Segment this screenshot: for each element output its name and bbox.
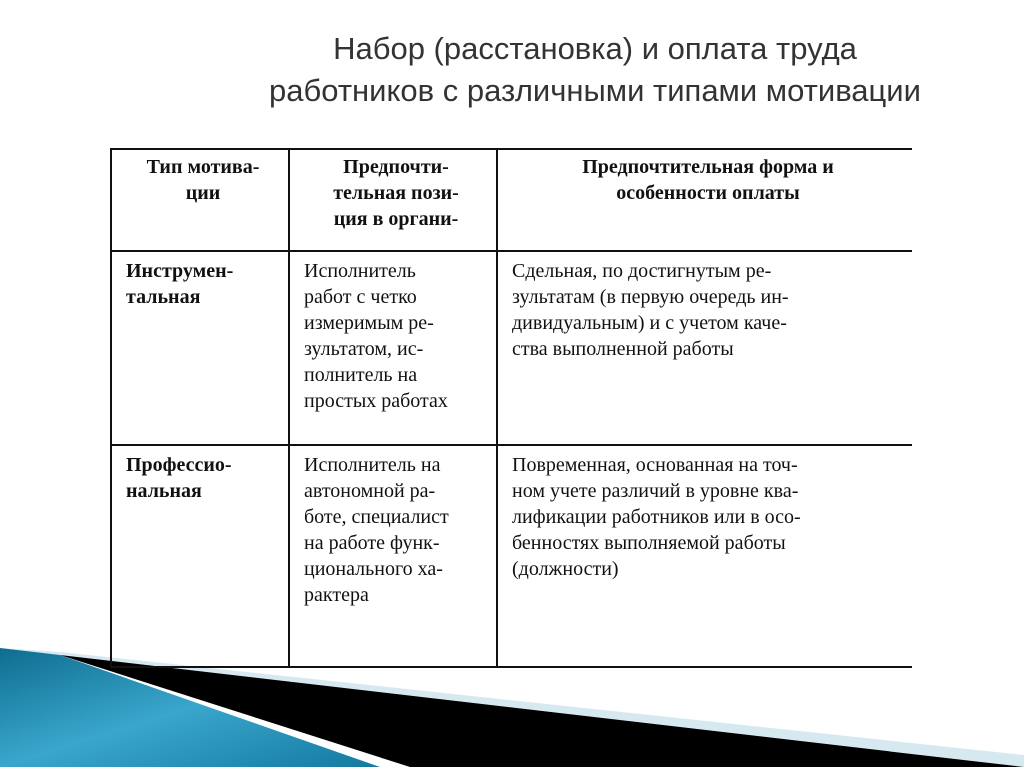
table-cell: Исполнитель работ с четко измеримым ре- зультатом, ис- полнитель на простых работах [289, 251, 497, 445]
table-cell: Инструмен- тальная [111, 251, 289, 445]
table-cell: Исполнитель на автономной ра- боте, специалист на работе функ- ционального ха- рактера [289, 445, 497, 667]
table-row [111, 445, 912, 667]
table-row [111, 251, 912, 445]
header-cell: Предпочти- тельная пози- ция в органи- [289, 149, 497, 251]
table-cell: Повременная, основанная на точ- ном учете различий в уровне ква- лификации работников или в осо- бенностях выполняемой работы (должности) [497, 445, 912, 667]
motivation-table [110, 148, 912, 668]
table-cell: Профессио- нальная [111, 445, 289, 667]
slide-title: Набор (расстановка) и оплата труда работников с различными типами мотивации [269, 31, 921, 108]
header-cell: Предпочтительная форма и особенности оплаты [497, 149, 912, 251]
table-cell: Сдельная, по достигнутым ре- зультатам (в первую очередь ин- дивидуальным) и с учетом каче- ства выполненной работы [497, 251, 912, 445]
table-header-row [111, 149, 912, 251]
header-cell: Тип мотива- ции [111, 149, 289, 251]
